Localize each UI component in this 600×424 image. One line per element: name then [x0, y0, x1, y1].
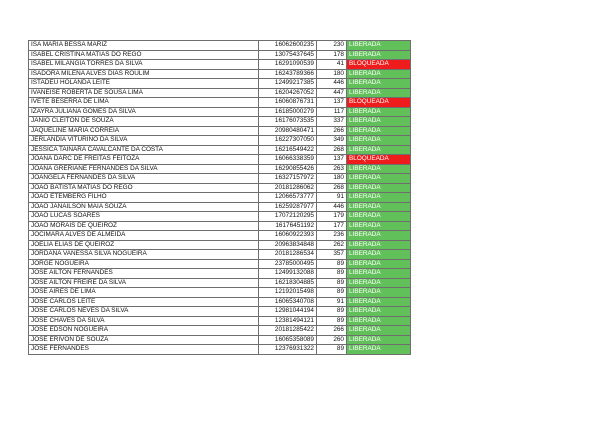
id-cell: 16065340708 [259, 297, 317, 307]
status-cell: LIBERADA [347, 316, 411, 326]
name-cell: JOAO ETEMBERG FILHO [29, 193, 259, 203]
status-cell: LIBERADA [347, 145, 411, 155]
status-cell: LIBERADA [347, 107, 411, 117]
table-row [29, 50, 411, 60]
name-cell: ISTADEU HOLANDA LEITE [29, 79, 259, 89]
id-cell: 20181286062 [259, 183, 317, 193]
name-cell: JOELIA ELIAS DE QUEIROZ [29, 240, 259, 250]
number-cell: 177 [317, 221, 347, 231]
table-row [29, 269, 411, 279]
name-cell: IVANEISE ROBERTA DE SOUSA LIMA [29, 88, 259, 98]
table-row [29, 297, 411, 307]
table-row [29, 240, 411, 250]
status-cell: LIBERADA [347, 88, 411, 98]
status-cell: LIBERADA [347, 231, 411, 241]
table-row [29, 326, 411, 336]
name-cell: JOSE CARLOS NEVES DA SILVA [29, 307, 259, 317]
table-row [29, 126, 411, 136]
table-row [29, 164, 411, 174]
number-cell: 89 [317, 269, 347, 279]
name-cell: ISABEL MILANGIA TORRES DA SILVA [29, 60, 259, 70]
id-cell: 12499217385 [259, 79, 317, 89]
table-row [29, 155, 411, 165]
name-cell: JANIO CLEITON DE SOUZA [29, 117, 259, 127]
id-cell: 16204267052 [259, 88, 317, 98]
name-cell: ISADORA MILENA ALVES DIAS ROULIM [29, 69, 259, 79]
name-cell: JORGE NOGUEIRA [29, 259, 259, 269]
status-cell: LIBERADA [347, 345, 411, 355]
number-cell: 89 [317, 278, 347, 288]
table-row [29, 98, 411, 108]
id-cell: 12981044194 [259, 307, 317, 317]
status-cell: LIBERADA [347, 164, 411, 174]
status-cell: LIBERADA [347, 259, 411, 269]
table-row [29, 278, 411, 288]
name-cell: JESSICA TAINARA CAVALCANTE DA COSTA [29, 145, 259, 155]
table-row [29, 250, 411, 260]
status-cell: LIBERADA [347, 193, 411, 203]
status-cell: LIBERADA [347, 136, 411, 146]
number-cell: 180 [317, 69, 347, 79]
number-cell: 446 [317, 79, 347, 89]
number-cell: 268 [317, 183, 347, 193]
status-cell: LIBERADA [347, 288, 411, 298]
number-cell: 268 [317, 145, 347, 155]
table-row [29, 88, 411, 98]
id-cell: 16066338359 [259, 155, 317, 165]
id-cell: 20980480471 [259, 126, 317, 136]
id-cell: 16060876731 [259, 98, 317, 108]
table-row [29, 107, 411, 117]
id-cell: 16290855426 [259, 164, 317, 174]
name-cell: JOSE AIRES DE LIMA [29, 288, 259, 298]
id-cell: 16176451192 [259, 221, 317, 231]
status-cell: LIBERADA [347, 240, 411, 250]
number-cell: 89 [317, 316, 347, 326]
name-cell: JOANGELA FERNANDES DA SILVA [29, 174, 259, 184]
table-row [29, 288, 411, 298]
table-row [29, 212, 411, 222]
number-cell: 178 [317, 50, 347, 60]
number-cell: 179 [317, 212, 347, 222]
name-cell: JOAO LUCAS SOARES [29, 212, 259, 222]
status-cell: LIBERADA [347, 41, 411, 51]
name-cell: JOSE ERIVON DE SOUZA [29, 335, 259, 345]
id-cell: 16176073535 [259, 117, 317, 127]
id-cell: 20181285422 [259, 326, 317, 336]
number-cell: 260 [317, 335, 347, 345]
number-cell: 41 [317, 60, 347, 70]
number-cell: 137 [317, 98, 347, 108]
status-cell: LIBERADA [347, 126, 411, 136]
status-cell: LIBERADA [347, 117, 411, 127]
name-cell: JOSE EDSON NOGUEIRA [29, 326, 259, 336]
table-row [29, 335, 411, 345]
name-cell: JOANA GRERIANE FERNANDES DA SILVA [29, 164, 259, 174]
id-cell: 16218304885 [259, 278, 317, 288]
status-cell: LIBERADA [347, 183, 411, 193]
status-cell: BLOQUEADA [347, 98, 411, 108]
status-cell: LIBERADA [347, 326, 411, 336]
table-row [29, 69, 411, 79]
id-cell: 16259287977 [259, 202, 317, 212]
table-body [29, 41, 411, 355]
status-cell: LIBERADA [347, 250, 411, 260]
name-cell: JOSE CHAVES DA SILVA [29, 316, 259, 326]
number-cell: 91 [317, 193, 347, 203]
name-cell: JORDANA VANESSA SILVA NOGUEIRA [29, 250, 259, 260]
id-cell: 13075437645 [259, 50, 317, 60]
number-cell: 262 [317, 240, 347, 250]
table-row [29, 231, 411, 241]
number-cell: 117 [317, 107, 347, 117]
status-cell: LIBERADA [347, 335, 411, 345]
name-cell: JAQUELINE MARIA CORREIA [29, 126, 259, 136]
number-cell: 266 [317, 126, 347, 136]
number-cell: 446 [317, 202, 347, 212]
name-cell: JOAO BATISTA MATIAS DO REGO [29, 183, 259, 193]
number-cell: 230 [317, 41, 347, 51]
status-cell: LIBERADA [347, 269, 411, 279]
name-cell: IVETE BESERRA DE LIMA [29, 98, 259, 108]
table-row [29, 193, 411, 203]
number-cell: 263 [317, 164, 347, 174]
table-row [29, 60, 411, 70]
id-cell: 23785000495 [259, 259, 317, 269]
id-cell: 17072120295 [259, 212, 317, 222]
status-cell: LIBERADA [347, 69, 411, 79]
id-cell: 16185000279 [259, 107, 317, 117]
number-cell: 266 [317, 326, 347, 336]
status-cell: LIBERADA [347, 297, 411, 307]
number-cell: 337 [317, 117, 347, 127]
table-row [29, 136, 411, 146]
id-cell: 20181286534 [259, 250, 317, 260]
status-cell: LIBERADA [347, 221, 411, 231]
status-cell: LIBERADA [347, 307, 411, 317]
name-cell: JOCIMARA ALVES DE ALMEIDA [29, 231, 259, 241]
table-row [29, 345, 411, 355]
table-row [29, 117, 411, 127]
status-cell: LIBERADA [347, 50, 411, 60]
id-cell: 16291090539 [259, 60, 317, 70]
number-cell: 91 [317, 297, 347, 307]
number-cell: 137 [317, 155, 347, 165]
id-cell: 16216549422 [259, 145, 317, 155]
name-cell: JERLANDIA VITURINO DA SILVA [29, 136, 259, 146]
number-cell: 447 [317, 88, 347, 98]
id-cell: 20963834848 [259, 240, 317, 250]
id-cell: 16060922393 [259, 231, 317, 241]
table-row [29, 145, 411, 155]
table-row [29, 307, 411, 317]
name-cell: JOSE AILTON FERNANDES [29, 269, 259, 279]
table-row [29, 41, 411, 51]
number-cell: 89 [317, 307, 347, 317]
id-cell: 12376931322 [259, 345, 317, 355]
number-cell: 349 [317, 136, 347, 146]
table-row [29, 316, 411, 326]
status-cell: LIBERADA [347, 202, 411, 212]
number-cell: 89 [317, 259, 347, 269]
id-cell: 16065358089 [259, 335, 317, 345]
name-cell: JOAO MORAIS DE QUEIROZ [29, 221, 259, 231]
number-cell: 89 [317, 345, 347, 355]
id-cell: 16327157972 [259, 174, 317, 184]
number-cell: 357 [317, 250, 347, 260]
status-cell: BLOQUEADA [347, 60, 411, 70]
table-row [29, 202, 411, 212]
status-cell: LIBERADA [347, 174, 411, 184]
name-cell: JOSE AILTON FREIRE DA SILVA [29, 278, 259, 288]
number-cell: 89 [317, 288, 347, 298]
status-cell: LIBERADA [347, 79, 411, 89]
name-cell: ISABEL CRISTINA MATIAS DO REGO [29, 50, 259, 60]
id-cell: 12499132088 [259, 269, 317, 279]
status-cell: BLOQUEADA [347, 155, 411, 165]
table-row [29, 221, 411, 231]
id-cell: 16243789366 [259, 69, 317, 79]
name-cell: JOSE FERNANDES [29, 345, 259, 355]
name-cell: JOANA DARC DE FREITAS FEITOZA [29, 155, 259, 165]
name-cell: JOSE CARLOS LEITE [29, 297, 259, 307]
id-cell: 16062600235 [259, 41, 317, 51]
spreadsheet-table [28, 40, 411, 355]
id-cell: 12066573777 [259, 193, 317, 203]
table-row [29, 259, 411, 269]
number-cell: 180 [317, 174, 347, 184]
name-cell: JOAO JANAILSON MAIA SOUZA [29, 202, 259, 212]
table-row [29, 183, 411, 193]
status-cell: LIBERADA [347, 278, 411, 288]
name-cell: IZAYRA JULIANA GOMES DA SILVA [29, 107, 259, 117]
number-cell: 236 [317, 231, 347, 241]
id-cell: 12192015498 [259, 288, 317, 298]
table-row [29, 174, 411, 184]
id-cell: 16227307050 [259, 136, 317, 146]
name-cell: ISA MARIA BESSA MARIZ [29, 41, 259, 51]
table-row [29, 79, 411, 89]
status-cell: LIBERADA [347, 212, 411, 222]
id-cell: 12381494121 [259, 316, 317, 326]
